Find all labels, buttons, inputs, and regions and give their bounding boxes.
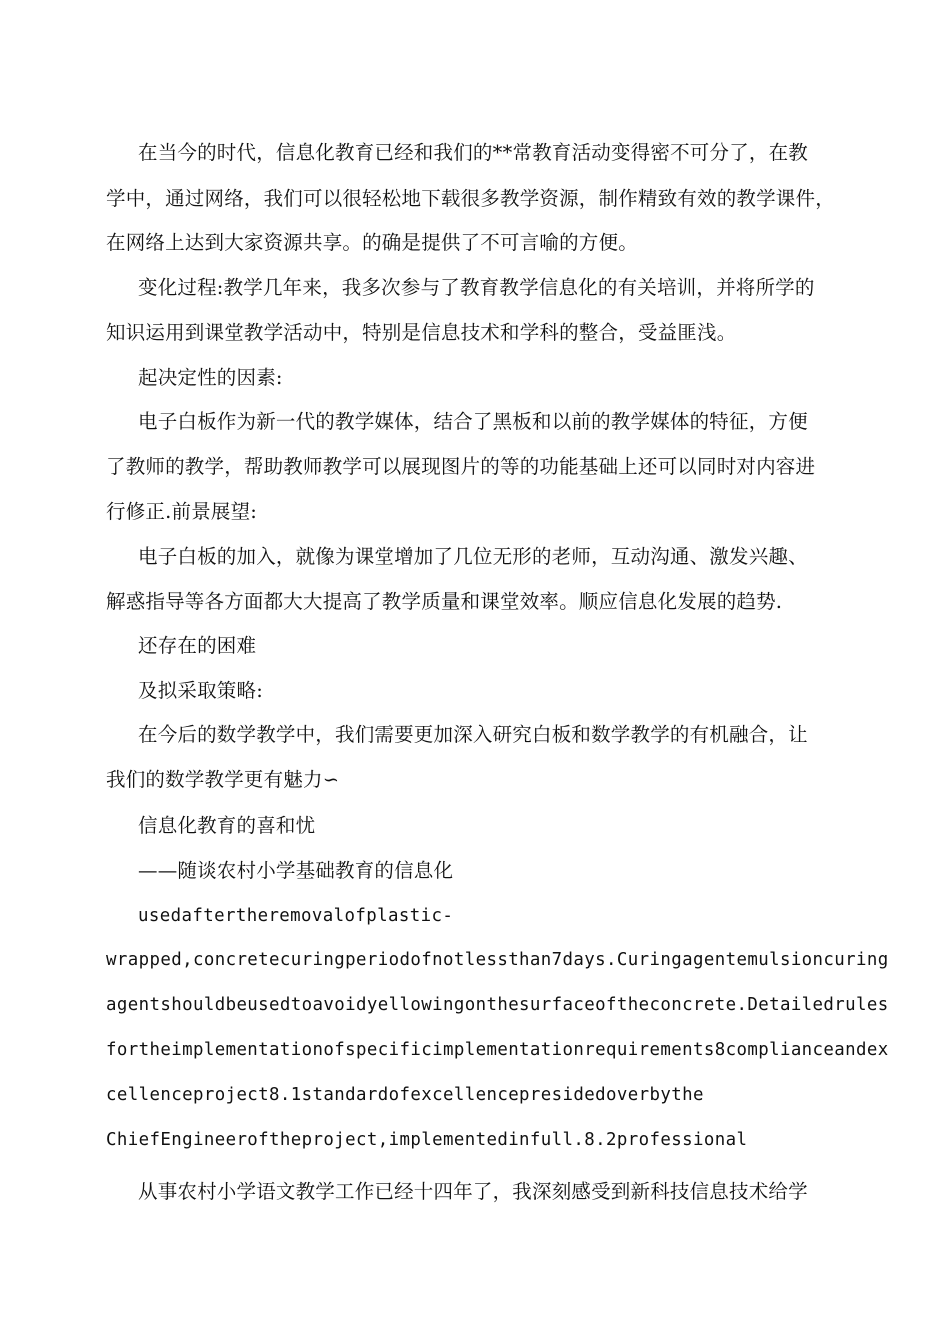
paragraph-4-line-3: 行修正.前景展望: — [106, 500, 258, 523]
paragraph-8-line-1: 在今后的数学教学中，我们需要更加深入研究白板和数学教学的有机融合，让 — [138, 723, 808, 746]
paragraph-4-line-2: 了教师的教学，帮助教师教学可以展现图片的等的功能基础上还可以同时对内容进 — [106, 455, 816, 478]
paragraph-1-line-1: 在当今的时代，信息化教育已经和我们的**常教育活动变得密不可分了，在教 — [138, 141, 809, 164]
english-text-line-4: fortheimplementationofspecificimplementationrequirements8complianceandex — [106, 1040, 889, 1060]
article-subtitle: ——随谈农村小学基础教育的信息化 — [138, 859, 454, 882]
paragraph-9-line-1: 从事农村小学语文教学工作已经十四年了，我深刻感受到新科技信息技术给学 — [138, 1180, 808, 1203]
paragraph-1-line-3: 在网络上达到大家资源共享。的确是提供了不可言喻的方便。 — [106, 231, 638, 254]
english-text-line-5: cellenceproject8.1standardofexcellencepresidedoverbythe — [106, 1085, 704, 1105]
paragraph-5-line-2: 解惑指导等各方面都大大提高了教学质量和课堂效率。顺应信息化发展的趋势. — [106, 590, 783, 613]
paragraph-2-line-2: 知识运用到课堂教学活动中，特别是信息技术和学科的整合，受益匪浅。 — [106, 321, 737, 344]
paragraph-8-line-2: 我们的数学教学更有魅力∽ — [106, 768, 340, 791]
paragraph-7-heading: 及拟采取策略: — [138, 679, 263, 702]
english-text-line-6: ChiefEngineeroftheproject,implementedinfull.8.2professional — [106, 1130, 748, 1150]
paragraph-6-heading: 还存在的困难 — [138, 634, 257, 657]
paragraph-1-line-2: 学中，通过网络，我们可以很轻松地下载很多教学资源，制作精致有效的教学课件， — [106, 187, 835, 210]
article-title: 信息化教育的喜和忧 — [138, 814, 316, 837]
english-text-line-2: wrapped,concretecuringperiodofnotlessthan7days.Curingagentemulsioncuring — [106, 950, 889, 970]
paragraph-3-heading: 起决定性的因素: — [138, 366, 283, 389]
english-text-line-3: agentshouldbeusedtoavoidyellowingonthesurfaceoftheconcrete.Detailedrules — [106, 995, 889, 1015]
paragraph-2-line-1: 变化过程:教学几年来，我多次参与了教育教学信息化的有关培训，并将所学的 — [138, 276, 815, 299]
english-text-line-1: usedaftertheremovalofplastic- — [138, 906, 454, 926]
paragraph-4-line-1: 电子白板作为新一代的教学媒体，结合了黑板和以前的教学媒体的特征，方便 — [138, 410, 808, 433]
paragraph-5-line-1: 电子白板的加入，就像为课堂增加了几位无形的老师，互动沟通、激发兴趣、 — [138, 545, 808, 568]
